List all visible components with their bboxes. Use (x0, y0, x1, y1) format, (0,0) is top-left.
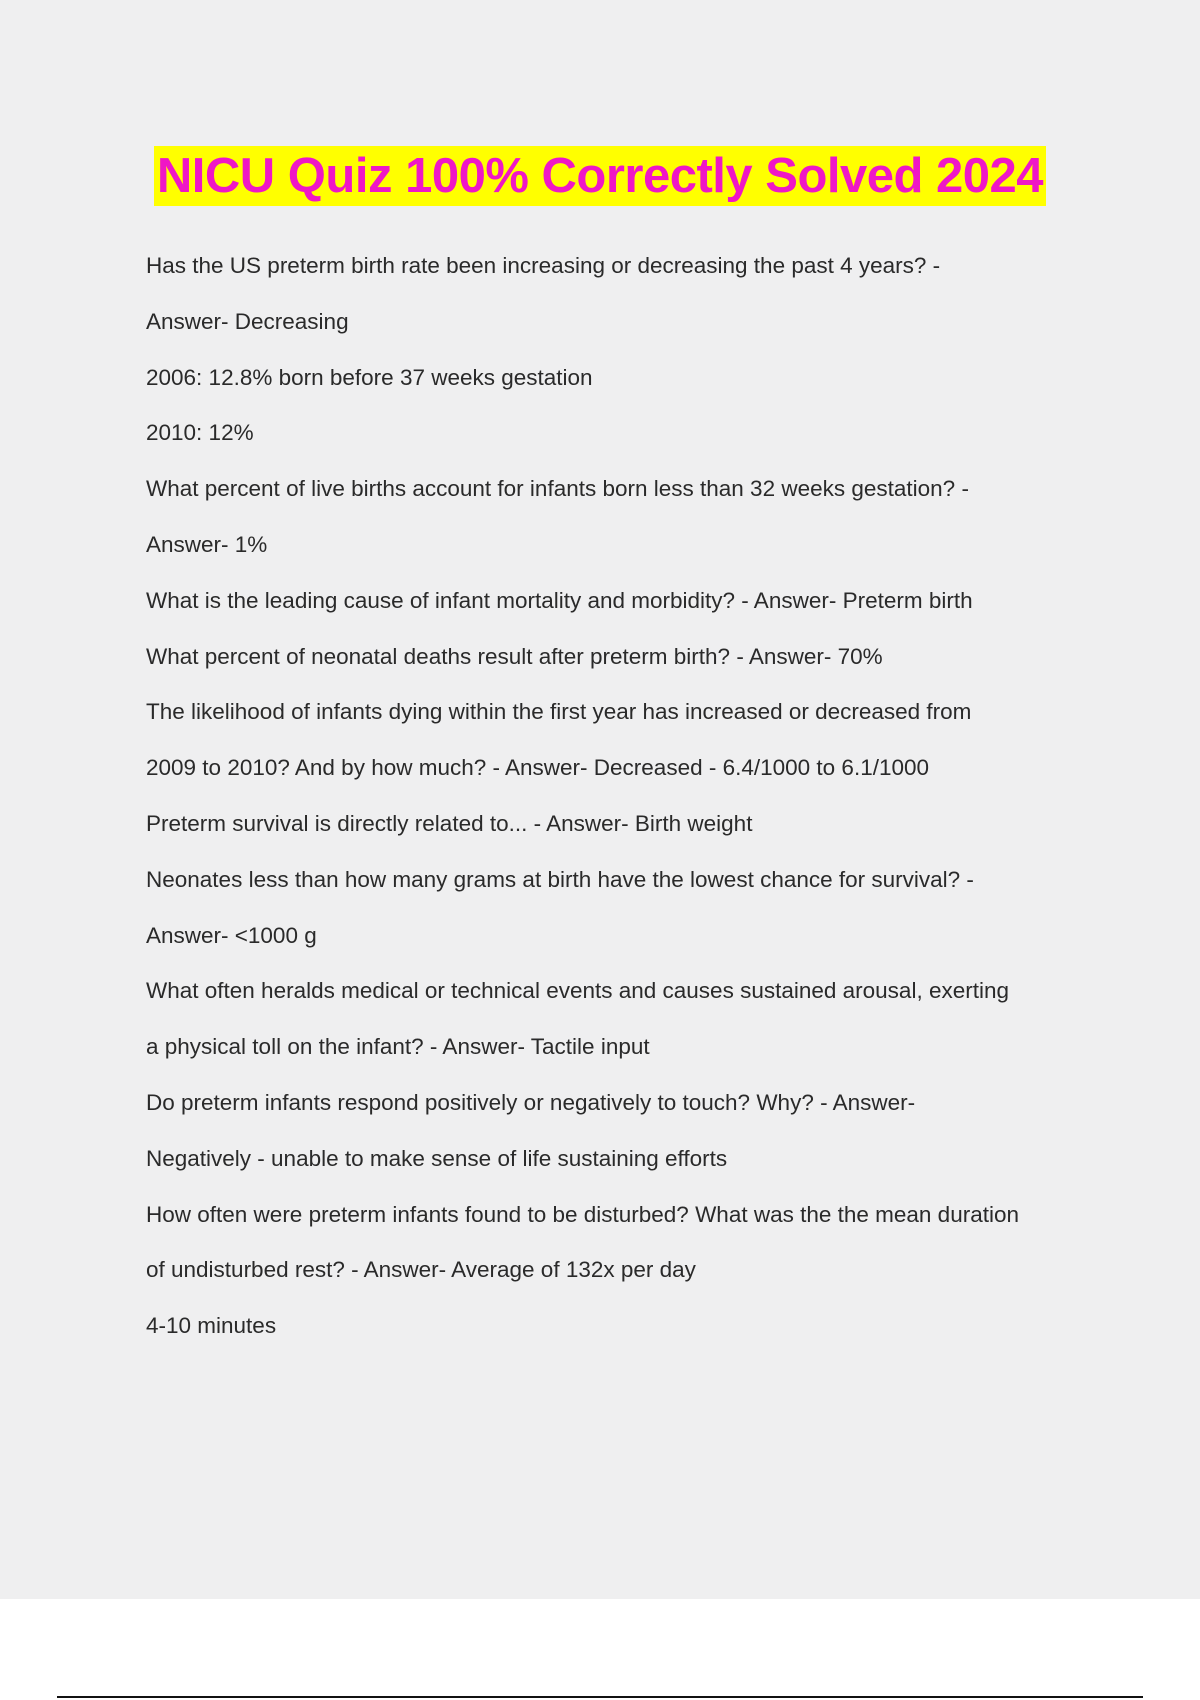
text-line-8: What percent of neonatal deaths result after preterm birth? - Answer- 70% (146, 643, 883, 669)
text-line-16: Do preterm infants respond positively or negatively to touch? Why? - Answer- (146, 1089, 916, 1115)
text-line-14: What often heralds medical or technical events and causes sustained arousal, exerting (146, 978, 1009, 1004)
text-line-18: How often were preterm infants found to be disturbed? What was the the mean duration (146, 1201, 1019, 1227)
text-line-10: 2009 to 2010? And by how much? - Answer- Decreased - 6.4/1000 to 6.1/1000 (146, 755, 930, 781)
page-divider-line (57, 1696, 1143, 1698)
text-line-4: 2010: 12% (146, 420, 254, 446)
text-line-13: Answer- <1000 g (146, 922, 317, 948)
text-line-1: Has the US preterm birth rate been increasing or decreasing the past 4 years? - (146, 253, 941, 278)
text-line-20: 4-10 minutes (146, 1313, 277, 1339)
text-line-7: What is the leading cause of infant mortality and morbidity? - Answer- Preterm birth (146, 587, 973, 613)
text-line-5: What percent of live births account for infants born less than 32 weeks gestation? - (146, 476, 969, 502)
text-line-17: Negatively - unable to make sense of life sustaining efforts (146, 1145, 728, 1171)
document-body (146, 254, 1106, 1370)
text-line-3: 2006: 12.8% born before 37 weeks gestation (146, 364, 593, 390)
document-title: NICU Quiz 100% Correctly Solved 2024 (154, 146, 1046, 206)
text-line-11: Preterm survival is directly related to... - Answer- Birth weight (146, 810, 753, 836)
text-line-12: Neonates less than how many grams at birth have the lowest chance for survival? - (146, 866, 974, 892)
text-line-19: of undisturbed rest? - Answer- Average of 132x per day (146, 1257, 696, 1283)
text-line-2: Answer- Decreasing (146, 308, 349, 334)
text-line-9: The likelihood of infants dying within the first year has increased or decreased from (146, 699, 972, 725)
text-line-15: a physical toll on the infant? - Answer- Tactile input (146, 1034, 650, 1060)
title-container (0, 146, 1200, 206)
text-line-6: Answer- 1% (146, 531, 268, 557)
